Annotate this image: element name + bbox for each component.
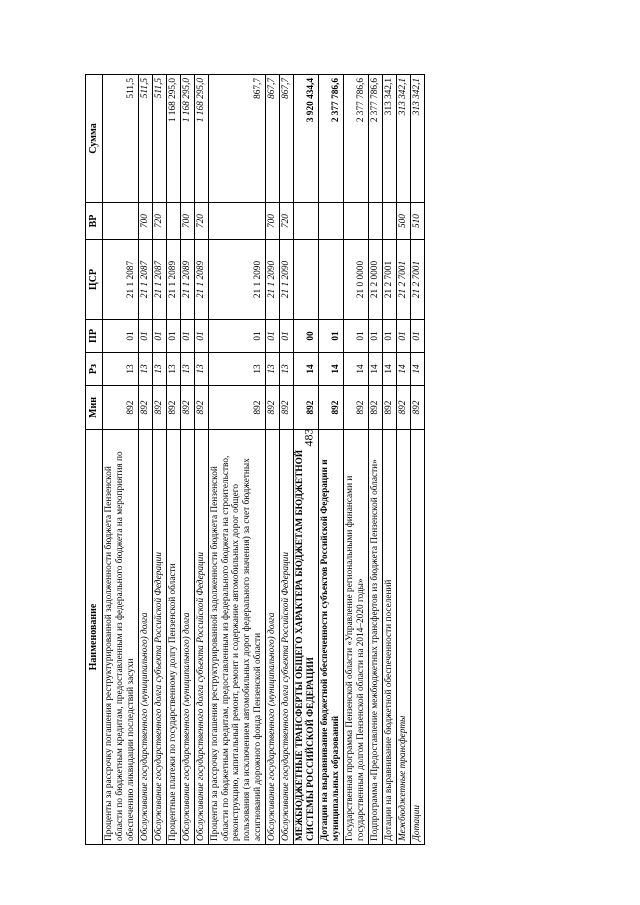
cell-rz: 13 <box>102 353 138 386</box>
cell-name: Подпрограмма «Предоставление межбюджетных трансфертов из бюджета Пензенской области» <box>369 430 383 845</box>
cell-vr: 720 <box>194 203 208 240</box>
cell-pr: 01 <box>208 320 266 353</box>
cell-pr: 01 <box>280 320 294 353</box>
cell-name: Проценты за рассрочку погашения реструктурированной задолженности бюджета Пензенской области по бюджетным кредитам, предоставленным из федерального бюджета на мероприятия по обеспечению ликвидации последствий засухи <box>102 430 138 845</box>
cell-pr: 01 <box>194 320 208 353</box>
cell-min: 892 <box>280 386 294 430</box>
cell-pr: 01 <box>180 320 194 353</box>
cell-sum: 313 342,1 <box>397 75 411 203</box>
header-pr: ПР <box>86 320 103 353</box>
cell-rz: 14 <box>319 353 344 386</box>
table-header-row <box>86 75 103 845</box>
header-name: Наименование <box>86 430 103 845</box>
cell-rz: 14 <box>344 353 369 386</box>
cell-csr: 21 1 2090 <box>280 240 294 320</box>
cell-name: Обслуживание государственного (муниципального) долга <box>138 430 152 845</box>
cell-csr: 21 1 2090 <box>266 240 280 320</box>
cell-rz: 13 <box>194 353 208 386</box>
cell-vr <box>383 203 397 240</box>
cell-pr: 01 <box>102 320 138 353</box>
cell-sum: 1 168 295,0 <box>166 75 180 203</box>
cell-min: 892 <box>294 386 319 430</box>
cell-vr: 700 <box>266 203 280 240</box>
cell-sum: 2 377 786,6 <box>319 75 344 203</box>
cell-min: 892 <box>152 386 166 430</box>
cell-sum: 511,5 <box>152 75 166 203</box>
cell-rz: 13 <box>208 353 266 386</box>
cell-pr: 00 <box>294 320 319 353</box>
cell-pr: 01 <box>138 320 152 353</box>
cell-min: 892 <box>344 386 369 430</box>
cell-vr <box>208 203 266 240</box>
cell-csr: 21 1 2089 <box>194 240 208 320</box>
table-row <box>280 75 294 845</box>
cell-csr: 21 0 0000 <box>344 240 369 320</box>
cell-pr: 01 <box>369 320 383 353</box>
cell-sum: 2 377 786,6 <box>344 75 369 203</box>
cell-csr: 21 2 0000 <box>369 240 383 320</box>
cell-csr: 21 1 2089 <box>180 240 194 320</box>
cell-rz: 13 <box>166 353 180 386</box>
cell-min: 892 <box>411 386 425 430</box>
cell-rz: 14 <box>294 353 319 386</box>
cell-csr: 21 1 2089 <box>166 240 180 320</box>
cell-rz: 13 <box>280 353 294 386</box>
cell-vr <box>319 203 344 240</box>
cell-pr: 01 <box>411 320 425 353</box>
cell-csr: 21 2 7001 <box>383 240 397 320</box>
cell-min: 892 <box>166 386 180 430</box>
cell-sum: 2 377 786,6 <box>369 75 383 203</box>
table-row <box>208 75 266 845</box>
cell-sum: 511,5 <box>138 75 152 203</box>
cell-name: Дотации на выравнивание бюджетной обеспеченности поселений <box>383 430 397 845</box>
cell-pr: 01 <box>344 320 369 353</box>
cell-sum: 313 342,1 <box>411 75 425 203</box>
cell-min: 892 <box>319 386 344 430</box>
cell-name: Дотации <box>411 430 425 845</box>
cell-name: Проценты за рассрочку погашения реструктурированной задолженности бюджета Пензенской области по бюджетным кредитам, предоставленным из федерального бюджета на строительство, реконструкцию, капитальный ремонт, ремонт и содержание автомобильных дорог общего пользования (за исключением автомобильных дорог федерального значения) за счет бюджетных ассигнований дорожного фонда Пензенской области <box>208 430 266 845</box>
cell-csr <box>294 240 319 320</box>
cell-name: Межбюджетные трансферты <box>397 430 411 845</box>
cell-min: 892 <box>208 386 266 430</box>
cell-min: 892 <box>383 386 397 430</box>
cell-rz: 13 <box>152 353 166 386</box>
cell-pr: 01 <box>383 320 397 353</box>
table-row <box>319 75 344 845</box>
cell-rz: 14 <box>411 353 425 386</box>
cell-vr <box>369 203 383 240</box>
table-row <box>383 75 397 845</box>
cell-pr: 01 <box>397 320 411 353</box>
table-row <box>344 75 369 845</box>
cell-rz: 13 <box>180 353 194 386</box>
cell-min: 892 <box>266 386 280 430</box>
cell-name: Процентные платежи по государственному долгу Пензенской области <box>166 430 180 845</box>
cell-rz: 13 <box>138 353 152 386</box>
cell-rz: 14 <box>369 353 383 386</box>
header-vr: ВР <box>86 203 103 240</box>
table-row <box>294 75 319 845</box>
table-row <box>138 75 152 845</box>
cell-sum: 3 920 434,4 <box>294 75 319 203</box>
cell-vr <box>294 203 319 240</box>
cell-rz: 13 <box>266 353 280 386</box>
cell-pr: 01 <box>319 320 344 353</box>
table-row <box>102 75 138 845</box>
table-row <box>152 75 166 845</box>
cell-vr: 720 <box>280 203 294 240</box>
cell-vr: 500 <box>397 203 411 240</box>
header-csr: ЦСР <box>86 240 103 320</box>
cell-min: 892 <box>180 386 194 430</box>
budget-table <box>85 74 425 845</box>
cell-sum: 511,5 <box>102 75 138 203</box>
cell-csr: 21 2 7001 <box>397 240 411 320</box>
cell-min: 892 <box>194 386 208 430</box>
cell-pr: 01 <box>166 320 180 353</box>
cell-csr <box>319 240 344 320</box>
cell-vr: 720 <box>152 203 166 240</box>
cell-name: Обслуживание государственного долга субъекта Российской Федерации <box>152 430 166 845</box>
rotated-page <box>85 75 545 845</box>
cell-sum: 867,7 <box>280 75 294 203</box>
cell-sum: 867,7 <box>208 75 266 203</box>
table-row <box>166 75 180 845</box>
cell-csr: 21 1 2087 <box>102 240 138 320</box>
table-row <box>194 75 208 845</box>
cell-vr: 700 <box>138 203 152 240</box>
cell-min: 892 <box>138 386 152 430</box>
header-min: Мин <box>86 386 103 430</box>
cell-vr: 510 <box>411 203 425 240</box>
cell-csr: 21 1 2087 <box>152 240 166 320</box>
cell-csr: 21 1 2087 <box>138 240 152 320</box>
cell-min: 892 <box>102 386 138 430</box>
header-sum: Сумма <box>86 75 103 203</box>
cell-vr <box>344 203 369 240</box>
cell-name: Дотации на выравнивание бюджетной обеспеченности субъектов Российской Федерации и муниципальных образований <box>319 430 344 845</box>
cell-vr <box>102 203 138 240</box>
table-row <box>266 75 280 845</box>
cell-min: 892 <box>397 386 411 430</box>
cell-name: Обслуживание государственного (муниципального) долга <box>266 430 280 845</box>
cell-name: Обслуживание государственного долга субъекта Российской Федерации <box>280 430 294 845</box>
cell-csr: 21 2 7001 <box>411 240 425 320</box>
cell-vr <box>166 203 180 240</box>
table-row <box>180 75 194 845</box>
cell-sum: 1 168 295,0 <box>180 75 194 203</box>
cell-sum: 313 342,1 <box>383 75 397 203</box>
table-row <box>369 75 383 845</box>
table-body <box>102 75 424 845</box>
table-row <box>397 75 411 845</box>
cell-pr: 01 <box>266 320 280 353</box>
cell-rz: 14 <box>383 353 397 386</box>
cell-sum: 867,7 <box>266 75 280 203</box>
cell-pr: 01 <box>152 320 166 353</box>
cell-name: Обслуживание государственного (муниципального) долга <box>180 430 194 845</box>
cell-sum: 1 168 295,0 <box>194 75 208 203</box>
cell-name: Обслуживание государственного долга субъекта Российской Федерации <box>194 430 208 845</box>
table-row <box>411 75 425 845</box>
cell-min: 892 <box>369 386 383 430</box>
page-number: 483 <box>301 428 316 447</box>
cell-rz: 14 <box>397 353 411 386</box>
header-rz: Рз <box>86 353 103 386</box>
cell-name: МЕЖБЮДЖЕТНЫЕ ТРАНСФЕРТЫ ОБЩЕГО ХАРАКТЕРА БЮДЖЕТАМ БЮДЖЕТНОЙ СИСТЕМЫ РОССИЙСКОЙ ФЕДЕРАЦИИ <box>294 430 319 845</box>
cell-name: Государственная программа Пензенской области «Управление региональными финансами и государственным долгом Пензенской области на 2014–2020 годы» <box>344 430 369 845</box>
cell-csr: 21 1 2090 <box>208 240 266 320</box>
cell-vr: 700 <box>180 203 194 240</box>
